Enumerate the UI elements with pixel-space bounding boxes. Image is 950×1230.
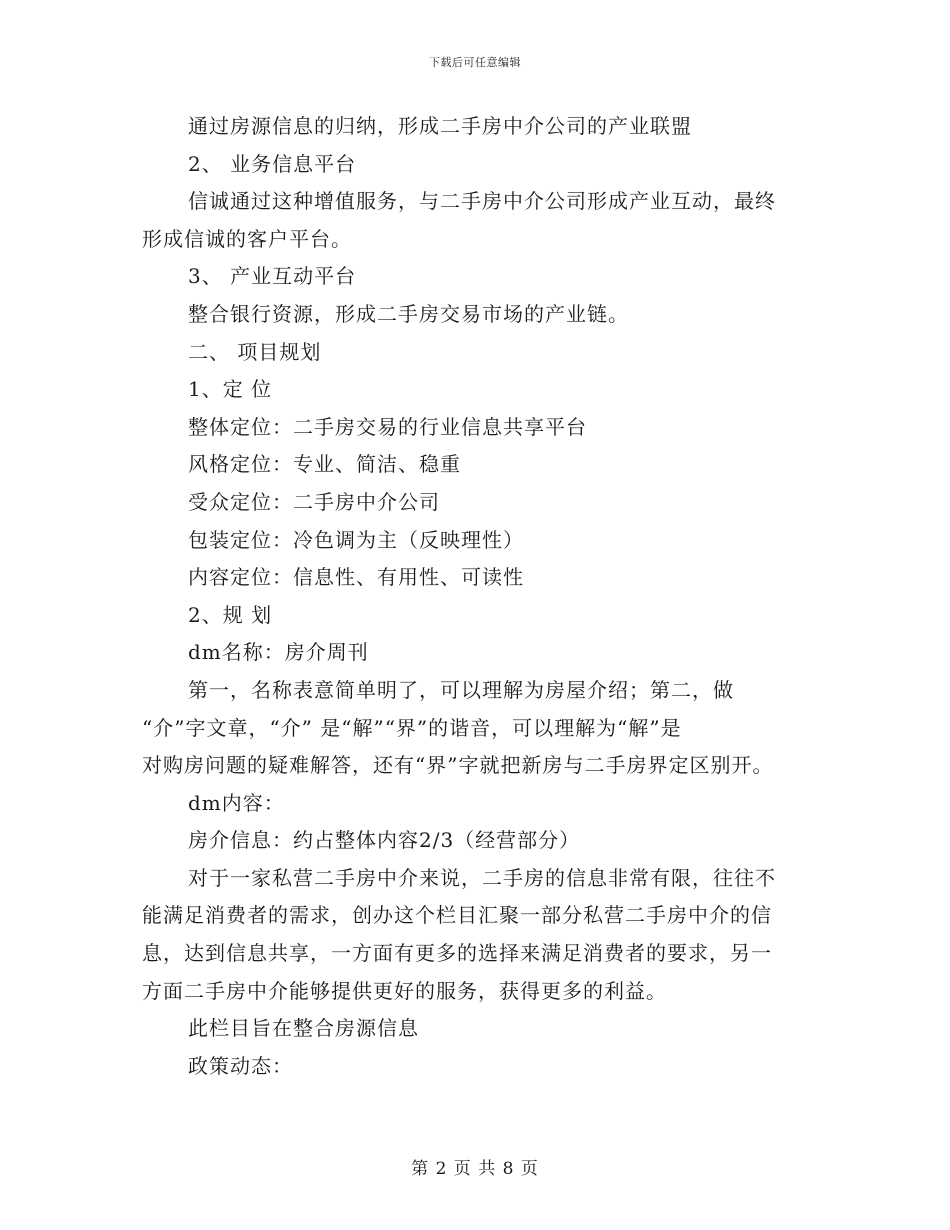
chapter-heading: 二、 项目规划 — [188, 339, 322, 364]
paragraph-line: 政策动态： — [188, 1053, 293, 1078]
section-heading: 1、定 位 — [188, 377, 273, 402]
document-body — [142, 108, 810, 1085]
paragraph-line: 此栏目旨在整合房源信息 — [188, 1016, 419, 1041]
paragraph-line: 信诚通过这种增值服务，与二手房中介公司形成产业互动，最终 — [188, 189, 776, 214]
paragraph-line: 包装定位：冷色调为主（反映理性） — [188, 527, 524, 552]
paragraph-line: 息，达到信息共享，一方面有更多的选择来满足消费者的要求，另一 — [142, 941, 772, 966]
paragraph-line: 通过房源信息的归纳，形成二手房中介公司的产业联盟 — [188, 114, 692, 138]
paragraph-line: 对于一家私营二手房中介来说，二手房的信息非常有限，往往不 — [188, 865, 776, 890]
paragraph-line: 方面二手房中介能够提供更好的服务，获得更多的利益。 — [142, 978, 667, 1003]
paragraph-line: 受众定位：二手房中介公司 — [188, 489, 440, 514]
paragraph-line: dm名称：房介周刊 — [188, 640, 369, 665]
paragraph-line: 能满足消费者的需求，创办这个栏目汇聚一部分私营二手房中介的信 — [142, 903, 772, 928]
page-header: 下载后可任意编辑 — [429, 56, 521, 69]
paragraph-line: 对购房问题的疑难解答，还有“界”字就把新房与二手房界定区别开。 — [142, 753, 774, 778]
paragraph-line: 第一，名称表意简单明了，可以理解为房屋介绍；第二，做 — [188, 677, 734, 702]
paragraph-line: 整体定位：二手房交易的行业信息共享平台 — [188, 414, 587, 439]
paragraph-line: “介”字文章，“介” 是“解”“界”的谐音，可以理解为“解”是 — [142, 715, 682, 740]
page-footer: 第 2 页 共 8 页 — [411, 1159, 539, 1179]
section-heading: 3、 产业互动平台 — [188, 264, 357, 289]
section-heading: 2、 业务信息平台 — [188, 151, 357, 176]
paragraph-line: dm内容： — [188, 790, 285, 815]
paragraph-line: 形成信诚的客户平台。 — [142, 226, 352, 251]
paragraph-line: 整合银行资源，形成二手房交易市场的产业链。 — [188, 301, 629, 326]
paragraph-line: 房介信息：约占整体内容2/3（经营部分） — [188, 828, 581, 853]
paragraph-line: 风格定位：专业、简洁、稳重 — [188, 452, 461, 477]
section-heading: 2、规 划 — [188, 602, 273, 627]
paragraph-line: 内容定位：信息性、有用性、可读性 — [188, 565, 524, 590]
